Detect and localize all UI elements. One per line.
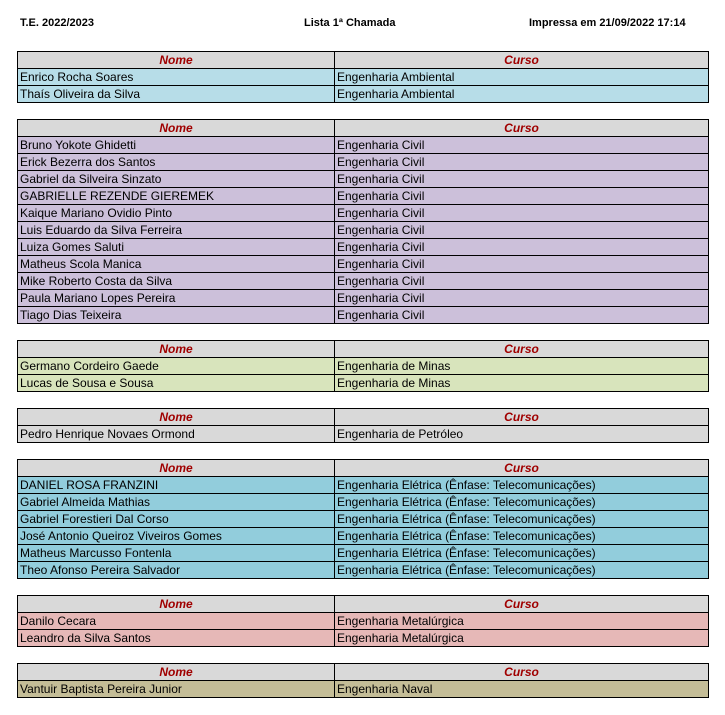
table-row: [18, 137, 709, 154]
table-row: [18, 681, 709, 698]
student-name: Matheus Marcusso Fontenla: [18, 545, 335, 562]
student-name: Danilo Cecara: [18, 613, 335, 630]
column-header-nome: Nome: [18, 596, 335, 613]
course-name: Engenharia Civil: [335, 256, 709, 273]
table-header-row: [18, 596, 709, 613]
course-name: Engenharia Civil: [335, 205, 709, 222]
table-row: [18, 222, 709, 239]
table-row: [18, 630, 709, 647]
table-header-row: [18, 664, 709, 681]
course-table: [17, 459, 709, 579]
table-row: [18, 562, 709, 579]
column-header-curso: Curso: [335, 409, 709, 426]
student-name: Kaique Mariano Ovidio Pinto: [18, 205, 335, 222]
table-header-row: [18, 409, 709, 426]
student-name: Erick Bezerra dos Santos: [18, 154, 335, 171]
table-row: [18, 154, 709, 171]
table-row: [18, 613, 709, 630]
course-name: Engenharia Elétrica (Ênfase: Telecomunicações): [335, 545, 709, 562]
table-row: [18, 86, 709, 103]
course-name: Engenharia Civil: [335, 154, 709, 171]
course-group: [17, 340, 708, 392]
student-name: Gabriel Almeida Mathias: [18, 494, 335, 511]
course-name: Engenharia Naval: [335, 681, 709, 698]
student-name: Mike Roberto Costa da Silva: [18, 273, 335, 290]
student-name: Matheus Scola Manica: [18, 256, 335, 273]
student-name: Enrico Rocha Soares: [18, 69, 335, 86]
student-name: Vantuir Baptista Pereira Junior: [18, 681, 335, 698]
student-name: Pedro Henrique Novaes Ormond: [18, 426, 335, 443]
table-row: [18, 528, 709, 545]
student-name: Paula Mariano Lopes Pereira: [18, 290, 335, 307]
course-table: [17, 663, 709, 698]
column-header-curso: Curso: [335, 341, 709, 358]
school-year-label: T.E. 2022/2023: [20, 17, 95, 29]
column-header-nome: Nome: [18, 341, 335, 358]
student-name: Thaís Oliveira da Silva: [18, 86, 335, 103]
course-name: Engenharia Civil: [335, 222, 709, 239]
print-timestamp: Impressa em 21/09/2022 17:14: [529, 17, 686, 29]
table-row: [18, 273, 709, 290]
course-group: [17, 408, 708, 443]
student-name: Germano Cordeiro Gaede: [18, 358, 335, 375]
table-row: [18, 494, 709, 511]
column-header-curso: Curso: [335, 120, 709, 137]
student-name: Theo Afonso Pereira Salvador: [18, 562, 335, 579]
student-name: Lucas de Sousa e Sousa: [18, 375, 335, 392]
course-group: [17, 459, 708, 579]
course-name: Engenharia Elétrica (Ênfase: Telecomunicações): [335, 562, 709, 579]
course-name: Engenharia Ambiental: [335, 86, 709, 103]
page-header: [0, 17, 725, 33]
column-header-curso: Curso: [335, 596, 709, 613]
column-header-nome: Nome: [18, 409, 335, 426]
student-name: Gabriel Forestieri Dal Corso: [18, 511, 335, 528]
course-group: [17, 119, 708, 324]
table-row: [18, 307, 709, 324]
course-name: Engenharia Ambiental: [335, 69, 709, 86]
table-row: [18, 375, 709, 392]
course-name: Engenharia Elétrica (Ênfase: Telecomunicações): [335, 511, 709, 528]
course-name: Engenharia Elétrica (Ênfase: Telecomunicações): [335, 494, 709, 511]
student-name: Leandro da Silva Santos: [18, 630, 335, 647]
student-name: José Antonio Queiroz Viveiros Gomes: [18, 528, 335, 545]
table-row: [18, 69, 709, 86]
course-table: [17, 595, 709, 647]
list-title: Lista 1ª Chamada: [304, 17, 396, 29]
table-row: [18, 239, 709, 256]
table-row: [18, 290, 709, 307]
course-group: [17, 663, 708, 698]
course-name: Engenharia Civil: [335, 188, 709, 205]
course-name: Engenharia de Minas: [335, 375, 709, 392]
course-name: Engenharia Civil: [335, 290, 709, 307]
student-name: DANIEL ROSA FRANZINI: [18, 477, 335, 494]
student-name: Bruno Yokote Ghidetti: [18, 137, 335, 154]
column-header-nome: Nome: [18, 664, 335, 681]
table-row: [18, 205, 709, 222]
table-row: [18, 171, 709, 188]
student-name: Gabriel da Silveira Sinzato: [18, 171, 335, 188]
course-name: Engenharia Civil: [335, 239, 709, 256]
course-name: Engenharia de Minas: [335, 358, 709, 375]
column-header-nome: Nome: [18, 52, 335, 69]
course-table: [17, 119, 709, 324]
column-header-curso: Curso: [335, 52, 709, 69]
course-group: [17, 51, 708, 103]
course-name: Engenharia Civil: [335, 171, 709, 188]
table-row: [18, 477, 709, 494]
student-name: Luiza Gomes Saluti: [18, 239, 335, 256]
table-row: [18, 545, 709, 562]
student-name: Tiago Dias Teixeira: [18, 307, 335, 324]
course-name: Engenharia Elétrica (Ênfase: Telecomunicações): [335, 528, 709, 545]
course-name: Engenharia Elétrica (Ênfase: Telecomunicações): [335, 477, 709, 494]
table-header-row: [18, 341, 709, 358]
course-group: [17, 595, 708, 647]
course-table: [17, 340, 709, 392]
course-name: Engenharia Civil: [335, 137, 709, 154]
table-row: [18, 358, 709, 375]
course-table: [17, 51, 709, 103]
course-name: Engenharia Civil: [335, 307, 709, 324]
course-name: Engenharia Civil: [335, 273, 709, 290]
course-name: Engenharia Metalúrgica: [335, 630, 709, 647]
table-header-row: [18, 120, 709, 137]
column-header-nome: Nome: [18, 460, 335, 477]
student-name: GABRIELLE REZENDE GIEREMEK: [18, 188, 335, 205]
student-name: Luis Eduardo da Silva Ferreira: [18, 222, 335, 239]
table-row: [18, 426, 709, 443]
table-row: [18, 256, 709, 273]
column-header-curso: Curso: [335, 664, 709, 681]
column-header-nome: Nome: [18, 120, 335, 137]
table-header-row: [18, 52, 709, 69]
table-row: [18, 511, 709, 528]
course-name: Engenharia de Petróleo: [335, 426, 709, 443]
table-header-row: [18, 460, 709, 477]
table-row: [18, 188, 709, 205]
course-table: [17, 408, 709, 443]
course-name: Engenharia Metalúrgica: [335, 613, 709, 630]
column-header-curso: Curso: [335, 460, 709, 477]
